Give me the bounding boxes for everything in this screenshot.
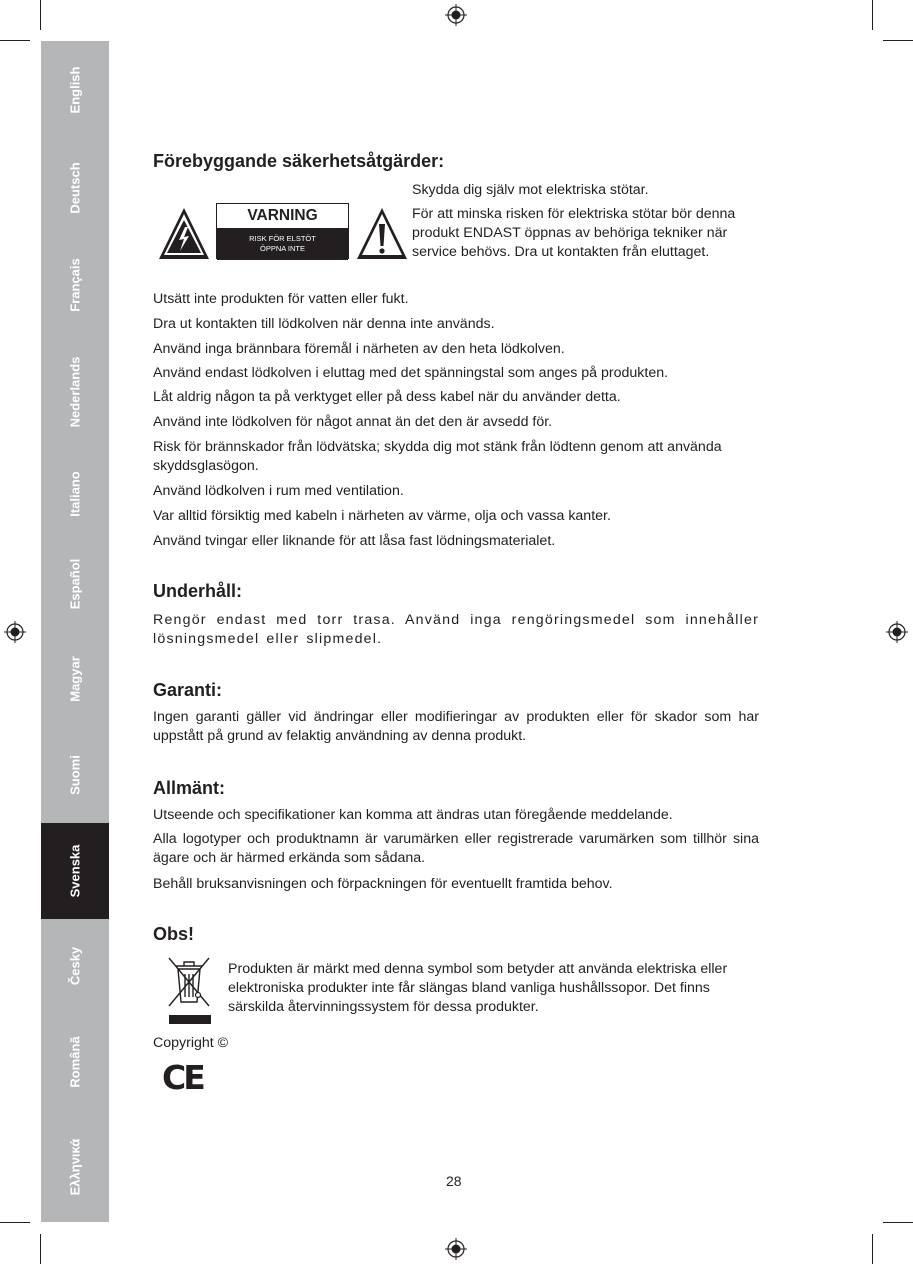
crop-mark	[872, 0, 873, 30]
safety-item: Var alltid försiktig med kabeln i närheten av värme, olja och vassa kanter.	[153, 508, 611, 524]
language-tab-nederlands[interactable]: Nederlands	[67, 356, 83, 427]
shock-protection-text: För att minska risken för elektriska stötar bör denna produkt ENDAST öppnas av behöriga tekniker när service behövs. Dra ut kontakten från eluttaget.	[412, 206, 736, 261]
language-tab-francais[interactable]: Français	[67, 257, 83, 312]
registration-mark-icon	[445, 4, 467, 26]
language-tab-magyar[interactable]: Magyar	[67, 656, 83, 702]
language-tab-svenska[interactable]: Svenska	[41, 823, 109, 919]
warranty-heading: Garanti:	[153, 680, 223, 700]
registration-mark-icon	[4, 621, 26, 643]
maintenance-text: Rengör endast med torr trasa. Använd inga rengöringsmedel som innehåller lösningsmedel eller slipmedel.	[153, 612, 759, 647]
registration-mark-icon	[886, 621, 908, 643]
language-tab-suomi[interactable]: Suomi	[67, 755, 83, 795]
safety-heading: Förebyggande säkerhetsåtgärder:	[153, 151, 445, 171]
registration-mark-icon	[445, 1238, 467, 1260]
shock-protection-line: Skydda dig själv mot elektriska stötar.	[412, 182, 649, 198]
language-tab-espanol[interactable]: Español	[67, 558, 83, 609]
language-tab-greek[interactable]: Ελληνικά	[67, 1138, 83, 1196]
crop-mark	[40, 0, 41, 30]
safety-item: Använd tvingar eller liknande för att låsa fast lödningsmaterialet.	[153, 533, 556, 549]
crop-mark	[40, 1234, 41, 1264]
language-tab-romana[interactable]: Română	[67, 1036, 83, 1088]
warning-label	[216, 203, 349, 259]
general-item: Alla logotyper och produktnamn är varumärken eller registrerade varumärken som tillhör sina ägare och är härmed erkända som sådana.	[153, 831, 759, 866]
crop-mark	[883, 1222, 913, 1223]
maintenance-heading: Underhåll:	[153, 581, 243, 601]
warranty-text: Ingen garanti gäller vid ändringar eller modifieringar av produkten eller för skador som har uppstått på grund av felaktig användning av denna produkt.	[153, 709, 759, 744]
language-tab-deutsch[interactable]: Deutsch	[67, 161, 83, 214]
page-number: 28	[446, 1173, 462, 1189]
language-tab-cesky[interactable]: Česky	[67, 946, 83, 985]
crop-mark	[0, 40, 30, 41]
safety-item: Utsätt inte produkten för vatten eller fukt.	[153, 291, 409, 307]
language-tab-english[interactable]: English	[67, 66, 83, 113]
safety-item: Låt aldrig någon ta på verktyget eller på dess kabel när du använder detta.	[153, 389, 621, 405]
general-item: Utseende och specifikationer kan komma att ändras utan föregående meddelande.	[153, 807, 673, 823]
language-tab-italiano[interactable]: Italiano	[67, 470, 83, 517]
crop-mark	[883, 40, 913, 41]
warning-title: VARNING	[217, 204, 348, 229]
weee-bin-icon	[166, 954, 212, 1026]
crop-mark	[0, 1222, 30, 1223]
safety-item: Använd inga brännbara föremål i närheten av den heta lödkolven.	[153, 341, 565, 357]
safety-item: Använd inte lödkolven för något annat än det den är avsedd för.	[153, 414, 553, 430]
ce-mark-icon: CE	[162, 1058, 203, 1097]
safety-item: Använd endast lödkolven i eluttag med det spänningstal som anges på produkten.	[153, 365, 669, 381]
copyright-text: Copyright ©	[153, 1035, 229, 1051]
notice-text: Produkten är märkt med denna symbol som betyder att använda elektriska eller elektroniska produkter inte får slängas bland vanliga hushållssopor. Det finns särskilda återvinningssystem för dessa produkter.	[228, 961, 728, 1015]
general-heading: Allmänt:	[153, 778, 225, 798]
notice-heading: Obs!	[153, 924, 195, 944]
safety-item: Risk för brännskador från lödvätska; skydda dig mot stänk från lödtenn genom att använda skyddsglasögon.	[153, 439, 722, 474]
safety-item: Använd lödkolven i rum med ventilation.	[153, 483, 404, 499]
lightning-warning-icon	[158, 207, 210, 260]
crop-mark	[872, 1234, 873, 1264]
safety-item: Dra ut kontakten till lödkolven när denna inte används.	[153, 316, 495, 332]
warning-subtitle: RISK FÖR ELSTÖT ÖPPNA INTE	[217, 229, 348, 260]
general-item: Behåll bruksanvisningen och förpackningen för eventuellt framtida behov.	[153, 876, 613, 892]
language-sidebar	[41, 41, 109, 1222]
exclamation-warning-icon	[356, 207, 408, 260]
